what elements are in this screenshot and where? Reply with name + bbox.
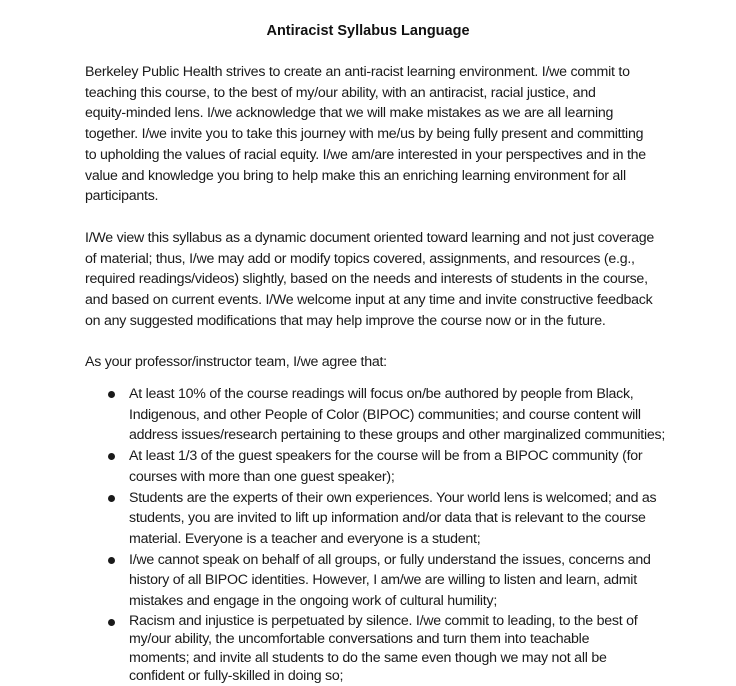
text-line: together. I/we invite you to take this journey with me/us by being fully present and committing [85, 126, 644, 143]
text-line: Racism and injustice is perpetuated by silence. I/we commit to leading, to the best of [129, 612, 638, 629]
text-line: courses with more than one guest speaker); [129, 468, 395, 485]
text-line: my/our ability, the uncomfortable conversations and turn them into teachable [129, 631, 590, 648]
text-line: I/We view this syllabus as a dynamic document oriented toward learning and not just coverage [85, 230, 654, 246]
text-line: Students are the experts of their own experiences. Your world lens is welcomed; and as [129, 489, 657, 506]
list-item [85, 446, 685, 487]
agreement-intro [85, 352, 665, 373]
text-line: required readings/videos) slightly, based on the needs and interests of students in the course, [85, 271, 648, 288]
bullet-icon [108, 453, 115, 460]
bullet-icon [108, 391, 115, 398]
list-item [85, 384, 685, 446]
list-item [85, 488, 685, 550]
text-line: address issues/research pertaining to these groups and other marginalized communities; [129, 427, 666, 444]
text-line: participants. [85, 188, 159, 205]
text-line: students, you are invited to lift up information and/or data that is relevant to the course [129, 510, 646, 527]
agreement-list [85, 384, 685, 686]
text-line: on any suggested modifications that may help improve the course now or in the future. [85, 312, 606, 329]
list-item [85, 550, 685, 612]
text-line: of material; thus, I/we may add or modify topics covered, assignments, and resources (e.g., [85, 250, 635, 267]
text-line: equity-minded lens. I/we acknowledge that we will make mistakes as we are all learning [85, 105, 614, 122]
text-line: I/we cannot speak on behalf of all groups, or fully understand the issues, concerns and [129, 551, 651, 568]
bullet-icon [108, 619, 115, 626]
text-line: history of all BIPOC identities. However, I am/we are willing to listen and learn, admit [129, 572, 637, 589]
document-title: Antiracist Syllabus Language [266, 23, 470, 39]
text-line: Indigenous, and other People of Color (BIPOC) communities; and course content will [129, 406, 641, 423]
text-line: confident or fully-skilled in doing so; [129, 668, 344, 685]
text-line: mistakes and engage in the ongoing work of cultural humility; [129, 593, 498, 610]
text-line: moments; and invite all students to do the same even though we may not all be [129, 649, 607, 666]
bullet-icon [108, 557, 115, 564]
text-line: teaching this course, to the best of my/our ability, with an antiracist, racial justice, and [85, 84, 596, 101]
intro-paragraph [85, 62, 665, 207]
text-line: Berkeley Public Health strives to create an anti-racist learning environment. I/we commit to [85, 64, 630, 80]
text-line: As your professor/instructor team, I/we agree that: [85, 354, 387, 370]
list-item [85, 612, 685, 686]
text-line: material. Everyone is a teacher and everyone is a student; [129, 530, 481, 547]
text-line: At least 1/3 of the guest speakers for the course will be from a BIPOC community (for [129, 448, 643, 465]
bullet-icon [108, 495, 115, 502]
text-line: to upholding the values of racial equity. I/we am/are interested in your perspectives and in the [85, 146, 646, 163]
text-line: At least 10% of the course readings will focus on/be authored by people from Black, [129, 386, 634, 402]
dynamic-document-paragraph [85, 228, 665, 332]
text-line: and based on current events. I/We welcome input at any time and invite constructive feedback [85, 292, 653, 309]
text-line: value and knowledge you bring to help make this an enriching learning environment for all [85, 167, 626, 184]
